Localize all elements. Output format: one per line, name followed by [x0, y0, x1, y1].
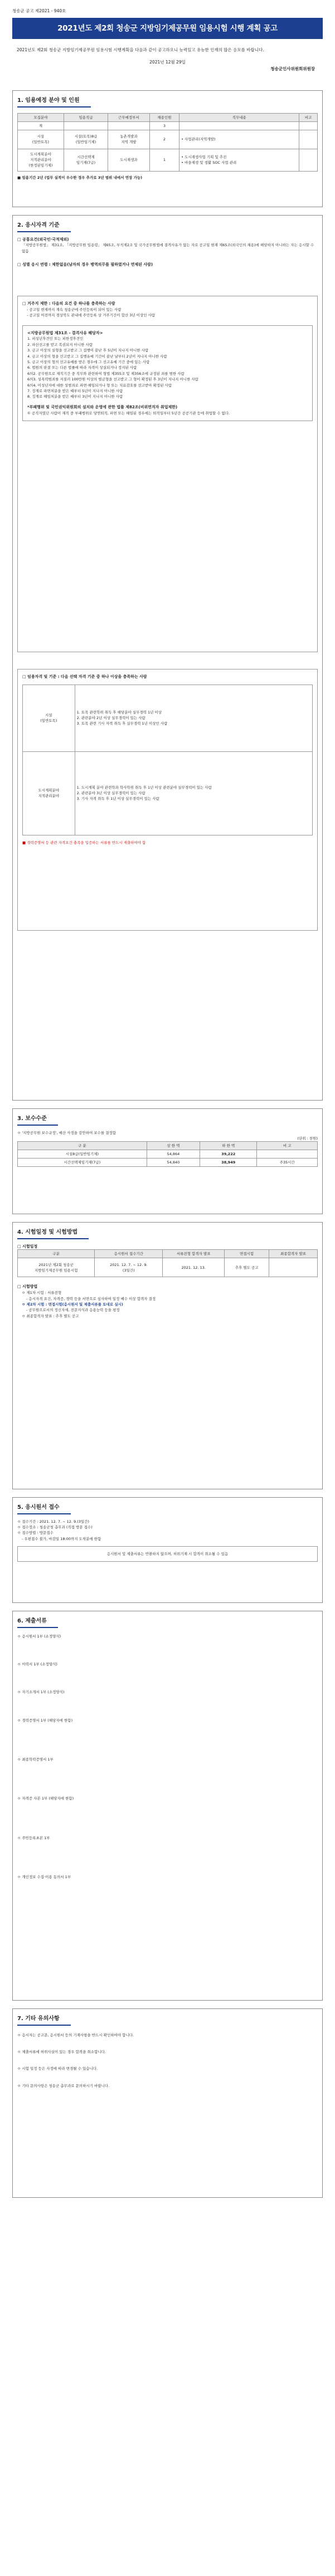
- section-title: 4. 시험일정 및 시험방법: [17, 1228, 89, 1239]
- document-item: ㅇ 자기소개서 1부 (소정양식): [17, 1690, 65, 1695]
- table-cell: 38,949: [200, 1159, 257, 1167]
- table-cell: • 사업관리(지역개발): [179, 130, 299, 149]
- table-cell: 1. 도시계획 분야 관련학과 학사학위 취득 후 1년 이상 관련분야 실무경력이 있는 사람 2. 관련분야 3년 이상 실무경력이 있는 사람 3. 기사 자격 취득 후 1년 이상 실무경력이 있는 사람: [75, 751, 312, 835]
- table-cell: [269, 1258, 318, 1277]
- table-cell: 시설 (일반토목): [23, 685, 75, 751]
- table-cell: 3: [149, 121, 179, 130]
- disqualification-item: 6의2. 공무원으로 재직기간 중 직무와 관련하여 형법 제355조 및 제356조에 규정된 죄를 범한 사람: [27, 371, 185, 376]
- common-req-label: □ 공통요건(외국인·국적제외): [17, 237, 69, 242]
- method-line: ㅇ 제1차 시험 : 서류전형: [22, 1291, 62, 1296]
- table-cell: 2021. 12. 7. ~ 12. 9. (3일간): [95, 1258, 163, 1277]
- col-header: 면접시험: [225, 1250, 269, 1258]
- table-cell: [299, 130, 318, 149]
- schedule-table: [17, 1249, 318, 1277]
- table-cell: 시간선택제임기제(7급): [18, 1159, 147, 1167]
- section-title: 5. 응시원서 접수: [17, 1503, 71, 1514]
- common-req-text: 「지방공무원법」 제31조, 「지방공무원 임용령」 제65조, 부칙제2조 및 국가공무원법에 결격사유가 없는 자로 공고일 현재 제65조(외국인의 채용)에 해당하지 아니하는 자는 응시할 수 없음: [22, 243, 314, 253]
- col-header: 직무내용: [179, 113, 299, 121]
- section-title: 3. 보수수준: [17, 1115, 58, 1126]
- table-cell: [257, 1150, 318, 1159]
- col-header: 응시원서 접수기간: [95, 1250, 163, 1258]
- application-line: ㅇ 접수방법 : 방문접수: [17, 1531, 54, 1536]
- col-header: 비 고: [257, 1142, 318, 1150]
- table-row: [18, 1159, 318, 1167]
- document-item: ㅇ 경력증명서 1부 (해당자에 한함): [17, 1718, 73, 1723]
- intro-section: [12, 39, 323, 82]
- method-line: ㅇ 최종합격자 발표 : 추후 별도 공고: [22, 1313, 79, 1318]
- residence-line: - 공고일 이전까지 경상북도 관내에 주민등록 상 거주기간이 합산 3년 이상인 사람: [27, 313, 156, 318]
- table-row: [18, 149, 318, 171]
- col-header: 최종합격자 발표: [269, 1250, 318, 1258]
- table-row: [18, 130, 318, 149]
- table-cell: 54,840: [147, 1159, 200, 1167]
- table-cell: 시간선택제 임기제(7급): [64, 149, 108, 171]
- document-item: ㅇ 이력서 1부 (소정양식): [17, 1661, 57, 1666]
- table-cell: 39,222: [200, 1150, 257, 1159]
- table-cell: [299, 149, 318, 171]
- section-schedule: [12, 1222, 323, 1489]
- section-application: [12, 1497, 323, 1603]
- disqualification-item: 6의4. 미성년자에 대한 성범죄로 파면·해임되거나 형 또는 치료감호를 선고받아 확정된 사람: [27, 383, 172, 388]
- disqualification-title: <지방공무원법 제31조 - 결격사유 해당자>: [27, 330, 103, 335]
- table-row: [18, 121, 318, 130]
- salary-note: ㅇ '지방공무원 보수규정', 예산 사정을 감안하여 보수를 결정함: [17, 1130, 116, 1135]
- document-item: ㅇ 개인정보 수집·이용 동의서 1부: [17, 1875, 71, 1880]
- table-cell: 농촌개발과 지역 개발: [108, 130, 149, 149]
- disqualification-item: 8. 징계로 해임처분을 받은 때부터 3년이 지나지 아니한 사람: [27, 394, 123, 399]
- section-documents: [12, 1611, 323, 2001]
- table-cell: 도시계획분야 지적관리분야: [23, 751, 75, 835]
- disqualification-item: 2. 파산선고를 받고 복권되지 아니한 사람: [27, 342, 93, 347]
- section-salary: [12, 1108, 323, 1214]
- document-item: ㅇ 주민등록초본 1부: [17, 1835, 50, 1840]
- document-item: ㅇ 최종학력증명서 1부: [17, 1757, 54, 1762]
- col-header: 근무예정부서: [108, 113, 149, 121]
- section-title: 2. 응시자격 기준: [17, 221, 71, 232]
- application-line: ㅇ 접수기간 : 2021. 12. 7. ~ 12. 9.(3일간): [17, 1519, 90, 1524]
- table-cell: [179, 121, 299, 130]
- agency-name: 청송군인사위원회위원장: [270, 66, 315, 71]
- table-cell: 시설(토목)8급 (일반임기제): [64, 130, 108, 149]
- corruption-title: *부패행위 및 국민권익위원회의 설치와 운영에 관한 법률 제82조(비위면직자 취업제한): [27, 404, 178, 409]
- table-cell: 도시재생과: [108, 149, 149, 171]
- method-line: - 공무원으로서의 정신자세, 전문지식과 응용능력 등을 평정: [26, 1308, 120, 1313]
- method-line: - 응시자격 요건, 자격증, 경력 등을 서면으로 심사하여 일정 배수 이상 합격자 결정: [26, 1296, 156, 1301]
- table-cell: 시설8급(일반임기제): [18, 1150, 147, 1159]
- term-note: ■ 임용기간 2년 (업무 실적이 우수한 경우 추가로 3년 범위 내에서 연장 가능): [17, 175, 143, 180]
- table-cell: 2021. 12. 13.: [163, 1258, 225, 1277]
- notice-date: 2021년 12월 29일: [149, 60, 186, 65]
- table-cell: 54,864: [147, 1150, 200, 1159]
- method-line: ㅇ 제2차 시험 : 면접시험(응시원서 및 제출서류를 토대로 실시): [22, 1302, 123, 1307]
- disqualification-item: 3. 금고 이상의 실형을 선고받고 그 집행이 끝난 후 5년이 지나지 아니한 사람: [27, 348, 149, 353]
- age-req-label: □ 성별 응시 연령 : 제한없음(남자의 경우 병역의무를 필하였거나 면제된 사람): [17, 262, 153, 267]
- disqualification-item: 5. 금고 이상의 형의 선고유예를 받은 경우에 그 선고유예 기간 중에 있는 사람: [27, 360, 150, 364]
- notice-title: 2021년도 제2회 청송군 지방임기제공무원 임용시험 시행 계획 공고: [12, 18, 323, 39]
- residence-head: □ 거주지 제한 : 다음의 요건 중 하나를 충족하는 사람: [22, 301, 115, 306]
- section-title: 7. 기타 유의사항: [17, 2015, 71, 2026]
- qualification-head: □ 임용자격 및 기준 : 다음 선택 자격 기준 중 하나 이상을 충족하는 사람: [22, 674, 147, 679]
- table-cell: • 도시재생사업 기획 및 추진 • 마을재생 및 생활 SOC 사업 관리: [179, 149, 299, 171]
- method-label: □ 시험방법: [17, 1284, 38, 1289]
- section-recruitment: [12, 90, 323, 207]
- col-header: 임용직급: [64, 113, 108, 121]
- table-cell: 도시계획분야 지적관리분야 (한정된임기제): [18, 149, 64, 171]
- disqualification-item: 6의3. 성폭력범죄를 저질러 100만원 이상의 벌금형을 선고받고 그 형이 확정된 후 3년이 지나지 아니한 사람: [27, 377, 198, 382]
- table-cell: 1. 토목 관련학위 취득 후 해당분야 실무경력 1년 이상 2. 관련분야 2년 이상 실무경력이 있는 사람 3. 토목 관련 기사 자격 취득 후 실무경력 1년 이상인 사람: [75, 685, 312, 751]
- document-item: ㅇ 응시원서 1부 (소정양식): [17, 1634, 61, 1639]
- table-cell: 계: [18, 121, 64, 130]
- salary-table: [17, 1141, 318, 1167]
- col-header: 모집분야: [18, 113, 64, 121]
- recruitment-table: [17, 113, 318, 172]
- table-cell: 시설 (일반토목): [18, 130, 64, 149]
- col-header: 구 분: [18, 1142, 147, 1150]
- application-line: - 우편접수 불가, 마감일 18:00까지 도착분에 한함: [22, 1536, 101, 1541]
- note-item: ㅇ 제출서류에 허위사실이 있는 경우 합격을 취소합니다.: [17, 2049, 106, 2054]
- qualification-note: ■ 경력증명서 등 관련 자격요건 충족을 입증하는 서류를 반드시 제출하여야 함: [22, 840, 146, 845]
- disqualification-box: [22, 325, 313, 421]
- document-item: ㅇ 자격증 사본 1부 (해당자에 한함): [17, 1796, 74, 1801]
- col-header: 하 한 액: [200, 1142, 257, 1150]
- col-header: 구분: [18, 1250, 95, 1258]
- col-header: 상 한 액: [147, 1142, 200, 1150]
- col-header: 채용인원: [149, 113, 179, 121]
- section-qualification: [12, 215, 323, 1101]
- intro-text: 2021년도 제2회 청송군 지방임기제공무원 임용시험 시행계획을 다음과 같이 공고하오니 능력있고 유능한 인재의 많은 응모를 바랍니다.: [17, 47, 264, 52]
- application-note: 응시원서 및 제출서류는 반환하지 않으며, 허위기재 시 합격이 취소될 수 있음: [17, 1546, 318, 1562]
- table-cell: 주35시간: [257, 1159, 318, 1167]
- disqualification-item: 4. 금고 이상의 형을 선고받고 그 집행유예 기간이 끝난 날부터 2년이 지나지 아니한 사람: [27, 354, 167, 359]
- salary-unit: (단위 : 천원): [297, 1136, 318, 1141]
- col-header: 비고: [299, 113, 318, 121]
- note-item: ㅇ 응시자는 공고문, 응시원서 등의 기재사항을 반드시 확인하여야 합니다.: [17, 2032, 134, 2037]
- note-item: ㅇ 시험 일정 등은 사정에 따라 변경될 수 있습니다.: [17, 2066, 98, 2071]
- table-cell: 1: [149, 149, 179, 171]
- table-cell: [64, 121, 108, 130]
- notice-number: 청송군 공고 제2021 - 940호: [12, 8, 66, 13]
- table-cell: [299, 121, 318, 130]
- schedule-label: □ 시험일정: [17, 1244, 38, 1249]
- col-header: 서류전형 합격자 발표: [163, 1250, 225, 1258]
- table-row: [23, 685, 313, 751]
- section-title: 1. 임용예정 분야 및 인원: [17, 96, 91, 107]
- section-title: 6. 제출서류: [17, 1617, 58, 1628]
- qualification-box: [17, 669, 318, 931]
- disqualification-item: 6. 법원의 판결 또는 다른 법률에 따라 자격이 상실되거나 정지된 사람: [27, 365, 137, 370]
- disqualification-item: 1. 피성년후견인 또는 피한정후견인: [27, 336, 84, 341]
- residence-line: - 공고일 현재까지 계속 청송군에 주민등록이 되어 있는 사람: [27, 307, 122, 312]
- note-item: ㅇ 기타 문의사항은 청송군 총무과로 문의하시기 바랍니다.: [17, 2083, 110, 2088]
- table-cell: 추후 별도 공고: [225, 1258, 269, 1277]
- table-cell: 2021년 제2회 청송군 지방임기제공무원 임용시험: [18, 1258, 95, 1277]
- table-cell: 2: [149, 130, 179, 149]
- table-row: [18, 1150, 318, 1159]
- disqualification-item: 7. 징계로 파면처분을 받은 때부터 5년이 지나지 아니한 사람: [27, 388, 123, 393]
- table-row: [18, 1258, 318, 1277]
- qualification-table: [22, 685, 313, 835]
- table-cell: [108, 121, 149, 130]
- residence-box: [17, 296, 318, 652]
- application-line: ㅇ 접수장소 : 청송군청 총무과 (직접 방문 접수): [17, 1524, 93, 1529]
- table-row: [23, 751, 313, 835]
- section-notes: [12, 2008, 323, 2198]
- corruption-text: ① 공직자였던 사람이 재직 중 부패행위로 당연퇴직, 파면 또는 해임된 경우에는 퇴직일부터 5년간 공공기관 등에 취업할 수 없다.: [27, 410, 230, 416]
